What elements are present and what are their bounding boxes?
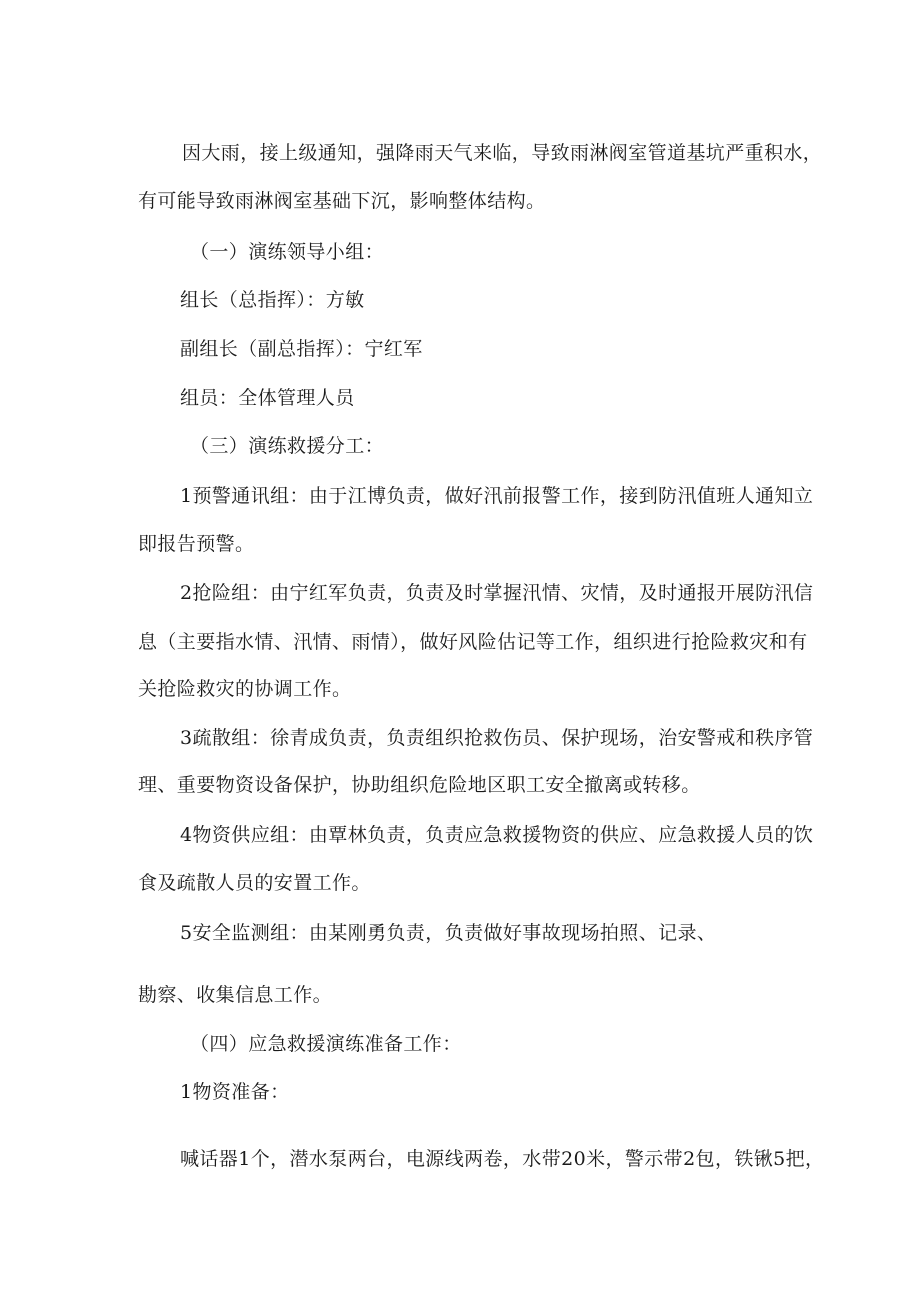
body-text-line: 关抢险救灾的协调工作。 bbox=[138, 678, 352, 700]
section-heading: （一）演练领导小组： bbox=[190, 241, 385, 263]
body-text-line: 理、重要物资设备保护，协助组织危险地区职工安全撤离或转移。 bbox=[138, 774, 701, 796]
body-text-line: 2抢险组：由宁红军负责，负责及时掌握汛情、灾情，及时通报开展防汛信 bbox=[180, 582, 814, 604]
body-text-line: 即报告预警。 bbox=[138, 533, 255, 555]
body-text-line: 组员：全体管理人员 bbox=[180, 387, 355, 409]
body-text-line: 勘察、收集信息工作。 bbox=[138, 984, 333, 1006]
body-text-line: 食及疏散人员的安置工作。 bbox=[138, 872, 371, 894]
body-text-line: 副组长（副总指挥）：宁红军 bbox=[180, 338, 423, 360]
section-heading: （四）应急救援演练准备工作： bbox=[190, 1033, 462, 1055]
body-text-line: 组长（总指挥）：方敏 bbox=[180, 289, 365, 311]
body-text-line: 5安全监测组：由某刚勇负责，负责做好事故现场拍照、记录、 bbox=[180, 922, 717, 944]
subsection-heading: 1物资准备： bbox=[180, 1081, 290, 1103]
body-text-line: 息（主要指水情、汛情、雨情），做好风险估记等工作，组织进行抢险救灾和有 bbox=[138, 631, 808, 653]
section-heading: （三）演练救援分工： bbox=[190, 435, 385, 457]
body-text-line: 1预警通讯组：由于江博负责，做好汛前报警工作，接到防汛值班人通知立 bbox=[180, 485, 814, 507]
body-text-line: 3疏散组：徐青成负责，负责组织抢救伤员、保护现场，治安警戒和秩序管 bbox=[180, 727, 814, 749]
body-text-line: 因大雨，接上级通知，强降雨天气来临，导致雨淋阀室管道基坑严重积水， bbox=[182, 142, 823, 164]
body-text-line: 喊话器1个，潜水泵两台，电源线两卷，水带20米，警示带2包，铁锹5把， bbox=[180, 1148, 825, 1170]
body-text-line: 4物资供应组：由覃林负责，负责应急救援物资的供应、应急救援人员的饮 bbox=[180, 824, 814, 846]
body-text-line: 有可能导致雨淋阀室基础下沉，影响整体结构。 bbox=[138, 190, 546, 212]
